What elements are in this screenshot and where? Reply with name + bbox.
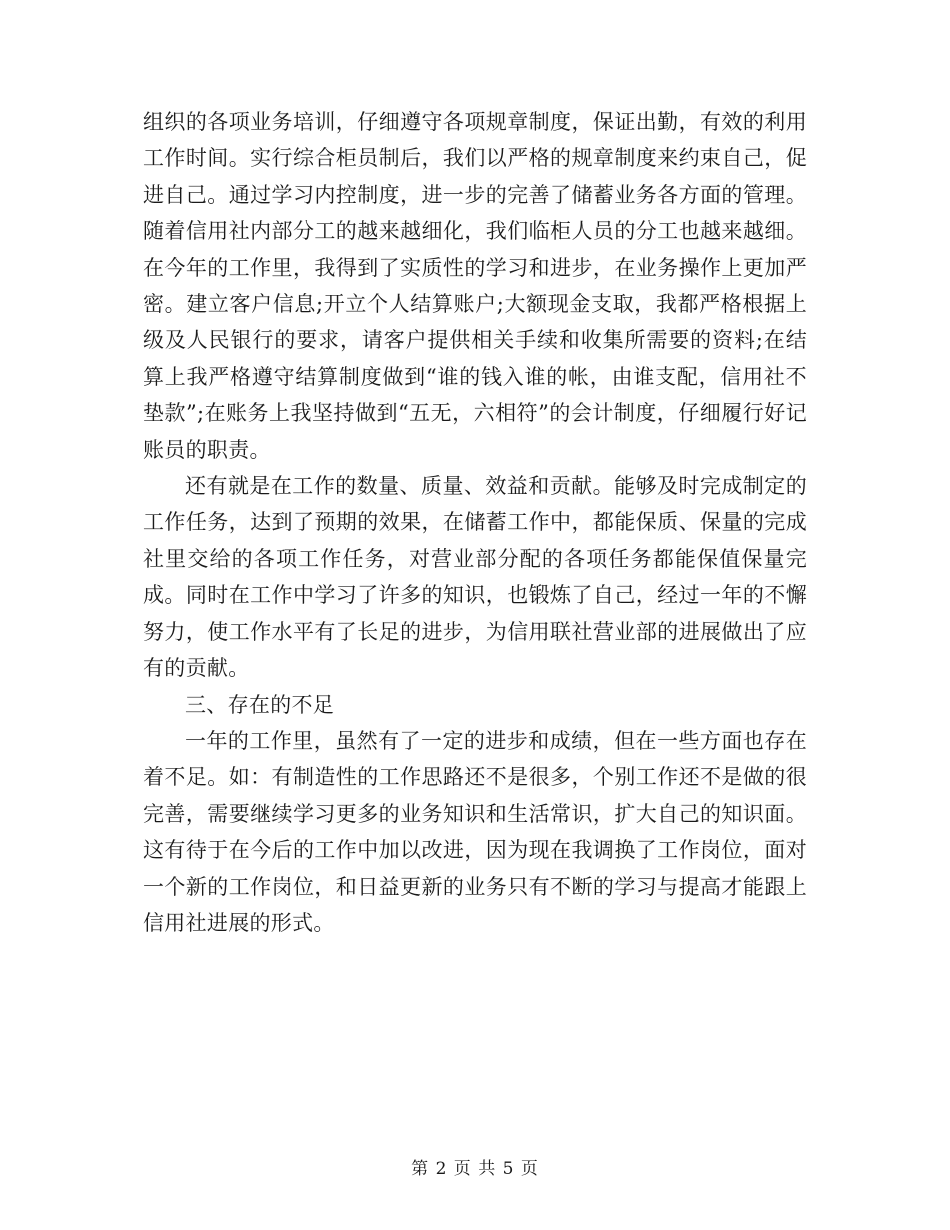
paragraph-continuation: 组织的各项业务培训，仔细遵守各项规章制度，保证出勤，有效的利用工作时间。实行综合柜员制后，我们以严格的规章制度来约束自己，促进自己。通过学习内控制度，进一步的完善了储蓄业务各方面的管理。随着信用社内部分工的越来越细化，我们临柜人员的分工也越来越细。在今年的工作里，我得到了实质性的学习和进步，在业务操作上更加严密。建立客户信息;开立个人结算账户;大额现金支取，我都严格根据上级及人民银行的要求，请客户提供相关手续和收集所需要的资料;在结算上我严格遵守结算制度做到“谁的钱入谁的帐，由谁支配，信用社不垫款”;在账务上我坚持做到“五无，六相符”的会计制度，仔细履行好记账员的职责。	[143, 110, 807, 462]
section-heading-shortcomings: 三、存在的不足	[185, 692, 335, 717]
paragraph-shortcomings: 一年的工作里，虽然有了一定的进步和成绩，但在一些方面也存在着不足。如：有制造性的工作思路还不是很多，个别工作还不是做的很完善，需要继续学习更多的业务知识和生活常识，扩大自己的知识面。这有待于在今后的工作中加以改进，因为现在我调换了工作岗位，面对一个新的工作岗位，和日益更新的业务只有不断的学习与提高才能跟上信用社进展的形式。	[143, 728, 807, 935]
paragraph-work-output: 还有就是在工作的数量、质量、效益和贡献。能够及时完成制定的工作任务，达到了预期的效果，在储蓄工作中，都能保质、保量的完成社里交给的各项工作任务，对营业部分配的各项任务都能保值保量完成。同时在工作中学习了许多的知识，也锻炼了自己，经过一年的不懈努力，使工作水平有了长足的进步，为信用联社营业部的进展做出了应有的贡献。	[143, 474, 807, 681]
document-body	[143, 104, 807, 941]
page-footer: 第 2 页 共 5 页	[411, 1159, 539, 1179]
